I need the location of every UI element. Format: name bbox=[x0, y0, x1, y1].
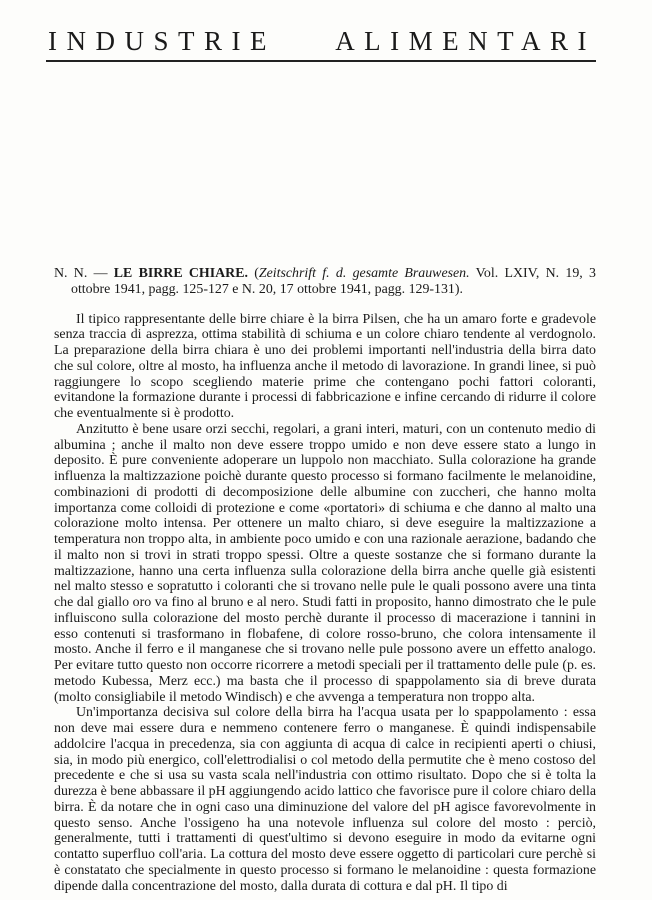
paragraph-3: Un'importanza decisiva sul colore della birra ha l'acqua usata per lo spappolamento : essa non deve mai essere dura e nemmeno contenere ferro o manganese. È quindi indispensabile addolcire l'acqua in precedenza, sia con aggiunta di acqua di calce in recipienti aperti o chiusi, sia, in modo più energico, coll'elettrodialisi o col metodo della permutite che è meno costoso del precedente e che si usa su vasta scala nell'industria con ottimo risultato. Dopo che si è tolta la durezza è bene abbassare il pH aggiungendo acido lattico che favorisce pure il colore chiaro della birra. È da notare che in ogni caso una diminuzione del valore del pH agisce favorevolmente in questo senso. Anche l'ossigeno ha una notevole influenza sul colore del mosto : perciò, generalmente, tutti i trattamenti di quest'ultimo si devono eseguire in modo da evitarne ogni contatto superfluo coll'aria. La cottura del mosto deve essere oggetto di particolari cure perchè si è constatato che specialmente in questo processo si formano le melanoidine : questa formazione dipende dalla concentrazione del mosto, dalla durata di cottura e dal pH. Il tipo di bbox=[54, 705, 596, 894]
header-rule bbox=[46, 60, 596, 62]
source-open: ( bbox=[254, 266, 259, 281]
article-author: N. N. — bbox=[54, 266, 108, 281]
journal-header bbox=[48, 28, 596, 55]
article-citation bbox=[54, 266, 596, 298]
article bbox=[54, 266, 596, 894]
article-title: LE BIRRE CHIARE. bbox=[113, 266, 248, 281]
paragraph-1: Il tipico rappresentante delle birre chiare è la birra Pilsen, che ha un amaro forte e gradevole senza traccia di asprezza, ottima stabilità di schiuma e un colore chiaro tendente al verdognolo. La preparazione della birra chiara è uno dei problemi importanti nell'industria della birra dato che sul colore, oltre al mosto, ha influenza anche il metodo di lavorazione. In grandi linee, si può raggiungere lo scopo scegliendo materie prime che contengano pochi fattori coloranti, evitandone la formazione durante i processi di fabbricazione e infine cercando di ridurre il colore che eventualmente si è prodotto. bbox=[54, 311, 596, 421]
article-source: Zeitschrift f. d. gesamte Brauwesen. bbox=[258, 266, 470, 281]
journal-title-left: INDUSTRIE bbox=[48, 26, 276, 56]
paragraph-2: Anzitutto è bene usare orzi secchi, regolari, a grani interi, maturi, con un contenuto medio di albumina ; anche il malto non deve essere troppo umido e non deve essere stato a lungo in deposito. È pure conveniente adoperare un luppolo non macchiato. Sulla colorazione ha grande influenza la maltizzazione poichè durante questo processo si formano facilmente le melanoidine, combinazioni di prodotti di decomposizione delle albumine con zuccheri, che hanno molta importanza come colloidi di protezione e come «portatori» di schiuma e che danno al malto una colorazione molto intensa. Per ottenere un malto chiaro, si deve eseguire la maltizzazione a temperatura non troppo alta, in ambiente poco umido e con una razionale aerazione, badando che il malto non si trovi in strati troppo spessi. Oltre a queste sostanze che si formano durante la maltizzazione, hanno una certa influenza sulla colorazione della birra anche quelle già esistenti nel malto stesso e sopratutto i coloranti che si trovano nelle pule le quali possono avere una tinta che dal giallo oro va fino al bruno e al nero. Studi fatti in proposito, hanno dimostrato che le pule influiscono sulla colorazione del mosto perchè durante il processo di macerazione i tannini in esso contenuti si trasformano in flobafene, di colore rosso-bruno, che colora intensamente il mosto. Anche il ferro e il manganese che si trovano nelle pule possono avere un effetto analogo. Per evitare tutto questo non occorre ricorrere a metodi speciali per il trattamento delle pule (p. es. metodo Kubessa, Merz ecc.) ma basta che il processo di spappolamento sia di breve durata (molto consigliabile il metodo Windisch) e che avvenga a temperatura non troppo alta. bbox=[54, 421, 596, 705]
article-details: Vol. LXIV, N. 19, 3 ottobre 1941, pagg. 125-127 e N. 20, 17 ottobre 1941, pagg. 129-131). bbox=[71, 266, 596, 297]
journal-title-right: ALIMENTARI bbox=[335, 26, 596, 56]
